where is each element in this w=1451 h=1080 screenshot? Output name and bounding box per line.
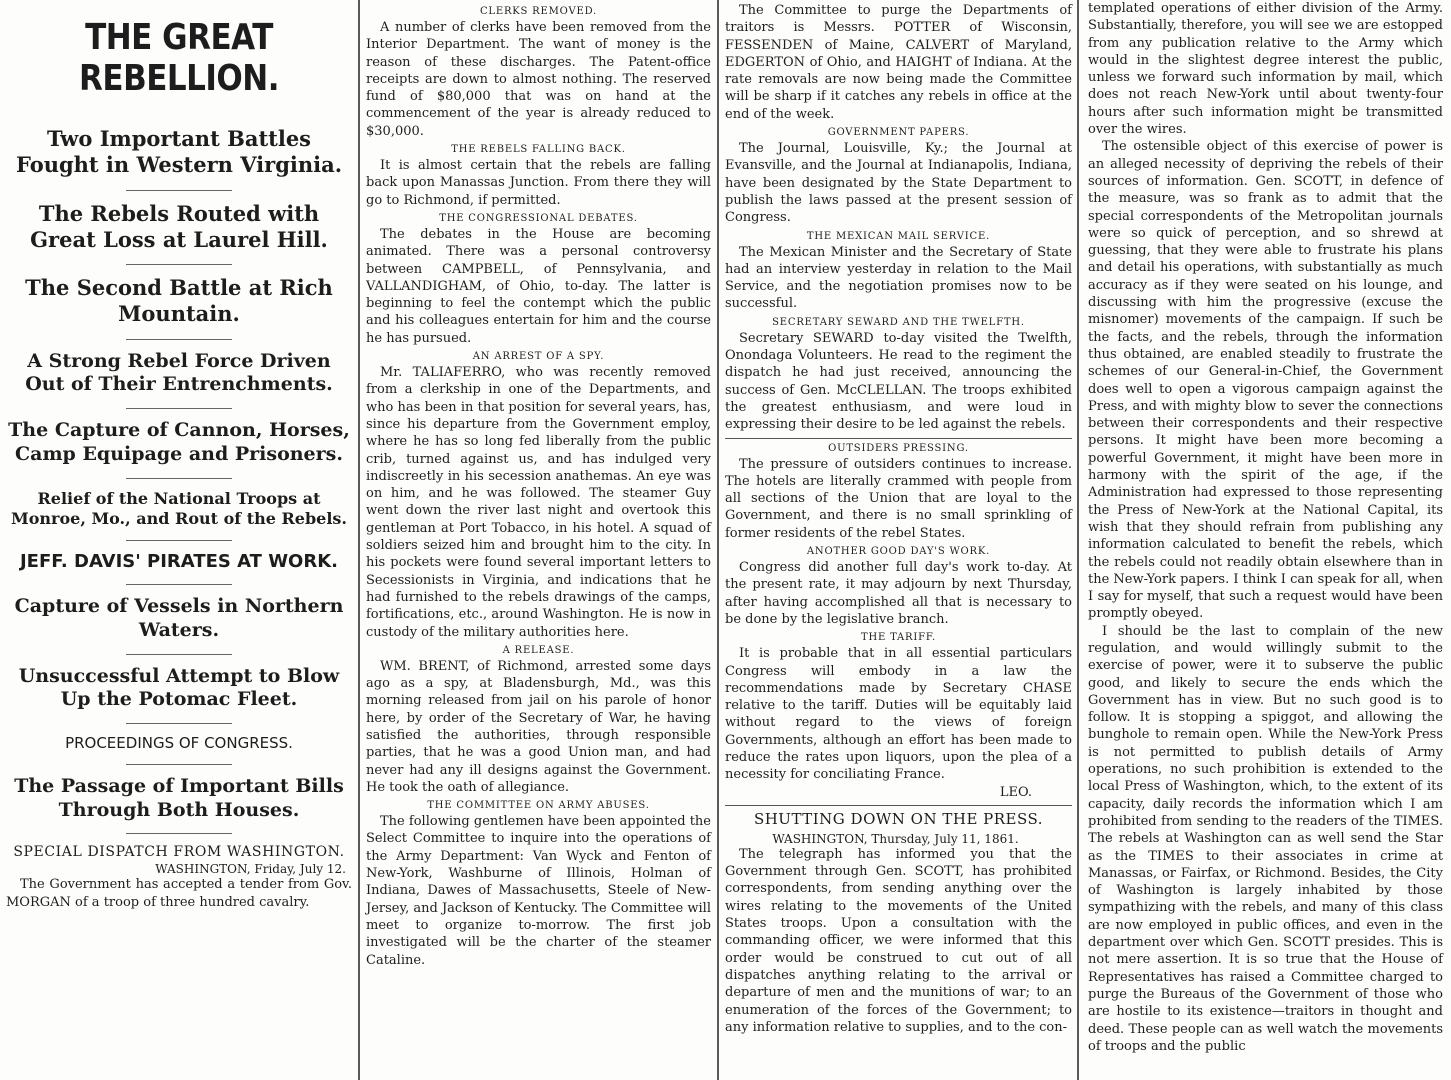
- deck-text: Unsuccessful Attempt to Blow Up the Potomac Fleet.: [18, 664, 340, 711]
- column-4: [1080, 0, 1451, 1080]
- deck-text: The Capture of Cannon, Horses, Camp Equipage and Prisoners.: [8, 419, 350, 465]
- column-2: [360, 0, 717, 1080]
- paragraph: The Journal, Louisville, Ky.; the Journal at Evansville, and the Journal at Indianapolis, Indiana, have been designated by the State Department to publish the laws passed at the present session of Congress.: [725, 141, 1072, 226]
- signature: LEO.: [999, 784, 1032, 800]
- deck-text: PROCEEDINGS OF CONGRESS.: [65, 734, 293, 752]
- paragraph: The telegraph has informed you that the Government through Gen. SCOTT, has prohibited correspondents, from sending anything over the wires relating to the movements of the United States troops. Upon a consultation with the commanding officer, we were informed that this order would be construed to cut out of all dispatches anything relating to the arrival or departure of men and the munitions of war; to an enumeration of the forces of the Government; to any information relative to supplies, and to the con-: [725, 846, 1072, 1035]
- subhead: THE CONGRESSIONAL DEBATES.: [439, 212, 638, 224]
- paragraph: Secretary SEWARD to-day visited the Twelfth, Onondaga Volunteers. He read to the regiment the dispatch he had just received, announcing the success of Gen. McCLELLAN. The troops exhibited the greatest enthusiasm, and were loud in expressing their desire to be led against the rebels.: [725, 330, 1072, 433]
- subhead: THE COMMITTEE ON ARMY ABUSES.: [427, 800, 650, 812]
- divider: [725, 438, 1072, 439]
- deck-5: [6, 409, 352, 479]
- deck-11: [6, 765, 352, 835]
- deck-text: Two Important Battles Fought in Western Virginia.: [15, 126, 343, 178]
- deck-text: JEFF. DAVIS' PIRATES AT WORK.: [19, 550, 339, 572]
- deck-text: The Passage of Important Bills Through Both Houses.: [14, 774, 344, 821]
- deck-text: Relief of the National Troops at Monroe, Mo., and Rout of the Rebels.: [11, 488, 347, 528]
- paragraph: The Mexican Minister and the Secretary of State had an interview yesterday in relation to the Mail Service, and the negotiation promises now to be successful.: [725, 244, 1072, 312]
- paragraph: templated operations of either division of the Army. Substantially, therefore, you will see we are estopped from any publication relative to the Army which would in the slightest degree interest the public, unless we forward such information by mail, which does not reach New-York until about twenty-four hours after such information might be transmitted over the wires.: [1088, 1, 1443, 138]
- deck-4: [6, 340, 352, 410]
- deck-7: [6, 541, 352, 586]
- subhead: SECRETARY SEWARD AND THE TWELFTH.: [772, 316, 1025, 328]
- subhead: GOVERNMENT PAPERS.: [827, 127, 970, 139]
- column-3: [719, 0, 1078, 1080]
- paragraph: Mr. TALIAFERRO, who was recently removed from a clerkship in one of the Departments, and who has been in that position for several years, has, since his departure from the Government employ, where he has so long fed liberally from the public crib, turned against us, and has indulged very indiscreetly in his secession anathemas. An eye was on him, and he was followed. The steamer Guy went down the river last night and overtook this gentleman at Port Tobacco, in his hotel. A squad of soldiers seized him and brought him to the city. In his pockets were found several important letters to Secessionists in Virginia, and indications that he had furnished to the rebels drawings of the camps, fortifications, etc., around Washington. He is now in custody of the military authorities here.: [366, 365, 711, 640]
- paragraph: It is probable that in all essential particulars Congress will embody in a law the recommendations made by Secretary CHASE relative to the tariff. Duties will be equitably laid without regard to the views of foreign Governments, although an effort has been made to reduce the rates upon liquors, upon the plea of a necessity for conciliating France.: [725, 646, 1072, 783]
- deck-10: [6, 724, 352, 765]
- column-rule: [1077, 0, 1079, 1080]
- deck-1: [6, 116, 352, 191]
- deck-text: The Second Battle at Rich Mountain.: [25, 275, 333, 327]
- deck-text: The Rebels Routed with Great Loss at Laurel Hill.: [30, 200, 328, 252]
- subhead: ANOTHER GOOD DAY'S WORK.: [806, 546, 991, 558]
- subhead: THE REBELS FALLING BACK.: [451, 144, 626, 156]
- subhead: OUTSIDERS PRESSING.: [828, 442, 969, 454]
- subhead: THE TARIFF.: [861, 632, 936, 644]
- deck-2: [6, 191, 352, 266]
- divider: [725, 805, 1072, 806]
- deck-3: [6, 265, 352, 340]
- subhead: AN ARREST OF A SPY.: [472, 351, 605, 363]
- dateline: WASHINGTON, Friday, July 12.: [155, 862, 346, 877]
- deck-8: [6, 585, 352, 655]
- paragraph: The pressure of outsiders continues to increase. The hotels are literally crammed with people from all sections of the Union that are loyal to the Government, and there is no small sprinkling of former residents of the rebel States.: [725, 456, 1072, 541]
- paragraph: WM. BRENT, of Richmond, arrested some days ago as a spy, at Bladensburgh, Md., was this morning released from jail on his parole of honor here, by order of the Secretary of War, he having satisfied the authorities, through responsible parties, that he was a good Union man, and had never had any ill designs against the Government. He took the oath of allegiance.: [366, 658, 711, 795]
- paragraph: The Committee to purge the Departments of traitors is Messrs. POTTER of Wisconsin, FESSENDEN of Maine, CALVERT of Maryland, EDGERTON of Ohio, and HAIGHT of Indiana. At the rate removals are now being made the Committee will be sharp if it catches any rebels in office at the end of the week.: [725, 3, 1072, 122]
- subhead: CLERKS REMOVED.: [479, 6, 598, 17]
- paragraph: The ostensible object of this exercise of power is an alleged necessity of depriving the rebels of their sources of information. Gen. SCOTT, in defence of the measure, was so frank as to admit that the special correspondents of the Metropolitan journals were so quick of perception, and so shrewd at guessing, that they were able to frustrate his plans and detail his operations, with substantially as much accuracy as if they were seated on his lounge, and discussing with him the progressive (excuse the misnomer) movements of the campaign. If such be the facts, and the rebels, through the information thus obtained, are enabled steadily to frustrate the schemes of our General-in-Chief, the Government does well to open a vigorous campaign against the Press, and with mighty blow to sever the connections between their correspondents and their respective persons. It might have been more becoming a powerful Government, it might have been more in harmony with the spirit of the age, if the Administration had expressed to those representing the Press of New-York at the National Capital, its wish that they should refrain from publishing any information calculated to benefit the rebels, which the rebels could not readily obtain elsewhere than in the New-York papers. I think I can speak for all, when I say for myself, that such a request would have been promptly obeyed.: [1088, 139, 1443, 622]
- headline-column: [0, 0, 358, 1080]
- dispatch-heading: SPECIAL DISPATCH FROM WASHINGTON.: [13, 844, 345, 861]
- subhead: A RELEASE.: [502, 644, 575, 656]
- paragraph: It is almost certain that the rebels are falling back upon Manassas Junction. From there they will go to Richmond, if permitted.: [366, 158, 711, 208]
- article-heading: SHUTTING DOWN ON THE PRESS.: [753, 809, 1044, 828]
- masthead: THE GREAT REBELLION.: [79, 16, 279, 100]
- paragraph: The debates in the House are becoming animated. There was a personal controversy between CAMPBELL, of Pennsylvania, and VALLANDIGHAM, of Ohio, to-day. The latter is beginning to feel the contempt which the public and his colleagues entertain for him and the course he has pursued.: [366, 226, 711, 346]
- deck-6: [6, 479, 352, 541]
- paragraph: The Government has accepted a tender from Gov. MORGAN of a troop of three hundred cavalry.: [6, 877, 352, 910]
- dateline: WASHINGTON, Thursday, July 11, 1861.: [772, 831, 1019, 846]
- paragraph: Congress did another full day's work to-day. At the present rate, it may adjourn by next Thursday, after having accomplished all that is necessary to be done by the legislative branch.: [725, 560, 1072, 627]
- subhead: THE MEXICAN MAIL SERVICE.: [806, 230, 991, 242]
- paragraph: I should be the last to complain of the new regulation, and would willingly submit to the exercise of power, were it to subserve the public good, and likely to secure the ends which the Government has in view. But no such good is to follow. It is stopping a spiggot, and allowing the bunghole to remain open. While the New-York Press is not permitted to publish details of Army operations, no such prohibition is extended to the local Press of Washington, which, to the extent of its capacity, daily records the information which I am prohibited from sending to the readers of the TIMES. The rebels at Washington can as well send the Star as the TIMES to their associates in crime at Manassas, or Fairfax, or Richmond. Besides, the City of Washington is largely inhabited by those sympathizing with the rebels, and many of this class are now employed in public offices, and even in the department over which Gen. SCOTT presides. This is not mere assertion. It is so true that the House of Representatives has raised a Committee charged to purge the Bureaus of the Government of those who are hostile to its existence—traitors in thought and deed. These people can as well watch the movements of troops and the public: [1088, 623, 1443, 1054]
- deck-9: [6, 655, 352, 725]
- deck-text: A Strong Rebel Force Driven Out of Their Entrenchments.: [25, 349, 333, 396]
- deck-text: Capture of Vessels in Northern Waters.: [14, 595, 344, 641]
- paragraph: A number of clerks have been removed from the Interior Department. The want of money is the reason of these discharges. The Patent-office receipts are down to almost nothing. The reserved fund of $80,000 that was on hand at the commencement of the year is already reduced to $30,000.: [366, 20, 711, 139]
- paragraph: The following gentlemen have been appointed the Select Committee to inquire into the operations of the Army Department: Van Wyck and Fenton of New-York, Washburne of Illinois, Holman of Indiana, Dawes of Massachusetts, Steele of New-Jersey, and Jackson of Kentucky. The Committee will meet to organize to-morrow. The first job investigated will be the charter of the steamer Cataline.: [366, 814, 711, 968]
